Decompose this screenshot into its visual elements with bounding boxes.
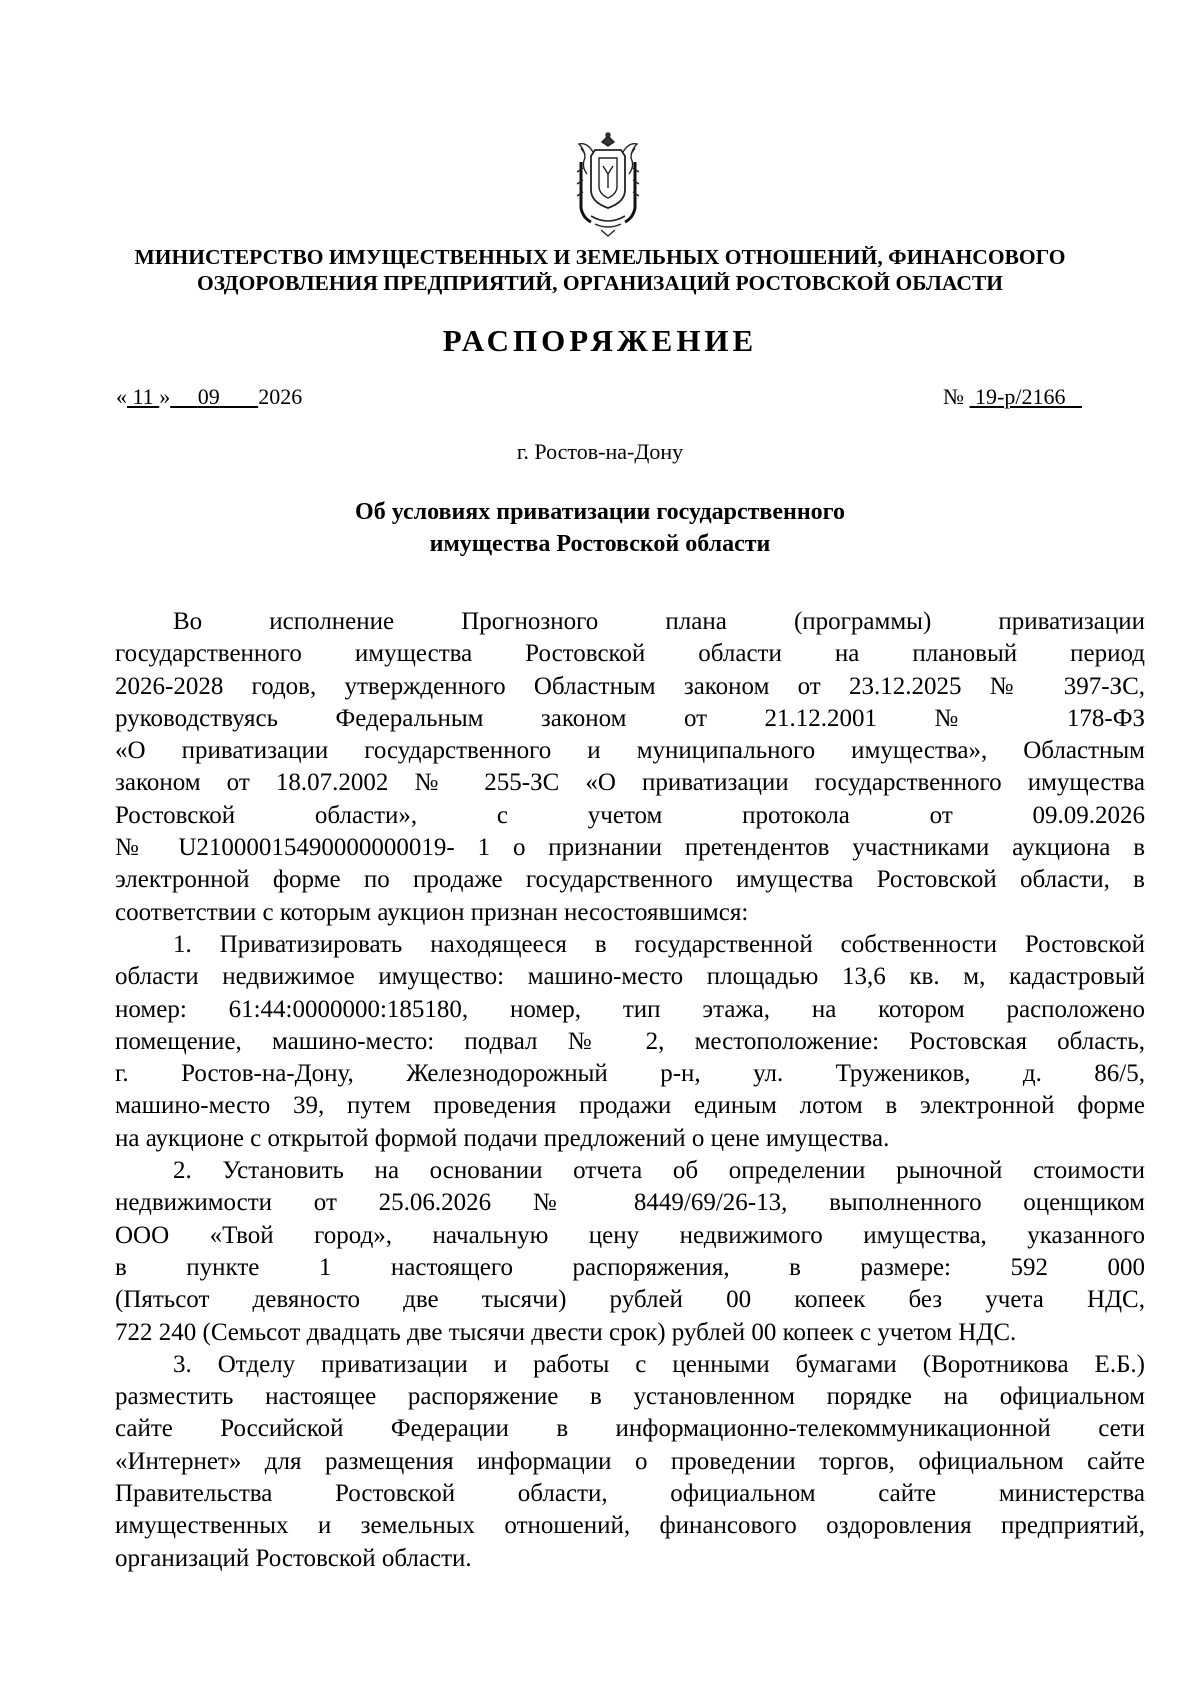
text-line: «Интернет» для размещения информации о проведении торгов, официальном сайте — [115, 1447, 1145, 1475]
text-line: имущественных и земельных отношений, финансового оздоровления предприятий, — [115, 1512, 1145, 1540]
document-date — [116, 383, 302, 411]
text-line: на аукционе с открытой формой подачи предложений о цене имущества. — [115, 1124, 890, 1152]
number-value: 19-р/2166 — [975, 384, 1066, 409]
document-subject — [100, 496, 1100, 560]
text-line: области недвижимое имущество: машино-место площадью 13,6 кв. м, кадастровый — [115, 963, 1145, 991]
text-line: разместить настоящее распоряжение в установленном порядке на официальном — [115, 1383, 1145, 1411]
document-type: РАСПОРЯЖЕНИЕ — [442, 323, 758, 358]
text-line: 1. Приватизировать находящееся в государственной собственности Ростовской — [173, 930, 1145, 958]
ministry-name — [100, 244, 1100, 296]
paragraph-item-2 — [115, 1155, 1145, 1349]
text-line: недвижимости от 25.06.2026 № 8449/69/26-13, выполненного оценщиком — [115, 1189, 1145, 1217]
document-body — [115, 606, 1145, 1575]
text-line: руководствуясь Федеральным законом от 21.12.2001 № 178-ФЗ — [115, 704, 1145, 732]
text-line: помещение, машино-место: подвал № 2, местоположение: Ростовская область, — [115, 1027, 1145, 1055]
text-line: сайте Российской Федерации в информационно-телекоммуникационной сети — [115, 1415, 1145, 1443]
text-line: 722 240 (Семьсот двадцать две тысячи двести срок) рублей 00 копеек с учетом НДС. — [115, 1318, 1017, 1346]
text-line: Ростовской области», с учетом протокола от 09.09.2026 — [115, 801, 1145, 829]
ministry-line-2: ОЗДОРОВЛЕНИЯ ПРЕДПРИЯТИЙ, ОРГАНИЗАЦИЙ РОСТОВСКОЙ ОБЛАСТИ — [197, 271, 1003, 295]
ministry-line-1: МИНИСТЕРСТВО ИМУЩЕСТВЕННЫХ И ЗЕМЕЛЬНЫХ ОТНОШЕНИЙ, ФИНАНСОВОГО — [134, 245, 1066, 269]
text-line: номер: 61:44:0000000:185180, номер, тип этажа, на котором расположено — [115, 995, 1145, 1023]
date-close-quote: » — [159, 384, 171, 409]
text-line: Во исполнение Прогнозного плана (программы) приватизации — [173, 608, 1145, 635]
coat-of-arms-icon — [573, 132, 643, 238]
document-city: г. Ростов-на-Дону — [516, 439, 684, 464]
text-line: № U21000015490000000019- 1 о признании претендентов участниками аукциона в — [115, 834, 1145, 862]
document-number — [943, 383, 1082, 411]
number-sign: № — [943, 384, 965, 409]
text-line: законом от 18.07.2002 № 255-ЗС «О приватизации государственного имущества — [115, 769, 1145, 797]
text-line: электронной форме по продаже государственного имущества Ростовской области, в — [115, 866, 1145, 894]
text-line: 2. Установить на основании отчета об определении рыночной стоимости — [173, 1157, 1145, 1185]
subject-line-1: Об условиях приватизации государственного — [355, 499, 845, 525]
text-line: (Пятьсот девяносто две тысячи) рублей 00 копеек без учета НДС, — [115, 1286, 1145, 1314]
text-line: соответствии с которым аукцион признан несостоявшимся: — [115, 898, 749, 926]
text-line: ООО «Твой город», начальную цену недвижимого имущества, указанного — [115, 1221, 1145, 1249]
date-open-quote: « — [116, 384, 127, 409]
text-line: г. Ростов-на-Дону, Железнодорожный р-н, ул. Тружеников, д. 86/5, — [115, 1060, 1145, 1088]
text-line: машино-место 39, путем проведения продажи единым лотом в электронной форме — [115, 1092, 1145, 1120]
text-line: государственного имущества Ростовской области на плановый период — [115, 640, 1145, 668]
date-month: 09 — [197, 384, 220, 409]
date-day: 11 — [132, 384, 154, 409]
text-line: 2026-2028 годов, утвержденного Областным законом от 23.12.2025 № 397-ЗС, — [115, 672, 1145, 700]
text-line: организаций Ростовской области. — [115, 1544, 472, 1572]
text-line: «О приватизации государственного и муниципального имущества», Областным — [115, 737, 1145, 765]
text-line: в пункте 1 настоящего распоряжения, в размере: 592 000 — [115, 1253, 1145, 1281]
paragraph-item-1 — [115, 929, 1145, 1155]
subject-line-2: имущества Ростовской области — [429, 531, 771, 557]
text-line: Правительства Ростовской области, официальном сайте министерства — [115, 1480, 1145, 1508]
date-year: 2026 — [258, 384, 303, 409]
paragraph-item-3 — [115, 1349, 1145, 1575]
text-line: 3. Отделу приватизации и работы с ценными бумагами (Воротникова Е.Б.) — [173, 1350, 1145, 1378]
paragraph-preamble — [115, 606, 1145, 929]
